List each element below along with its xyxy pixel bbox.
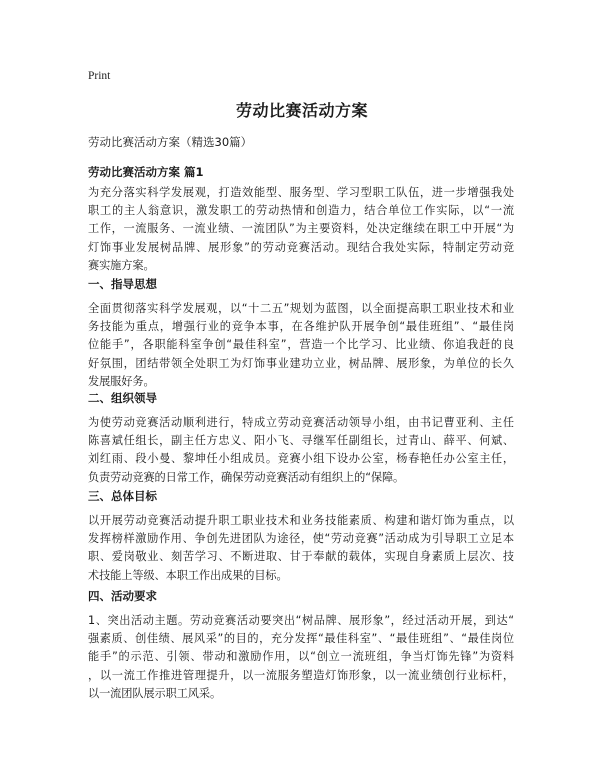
- paragraph-line: 以开展劳动竞赛活动提升职工职业技术和业务技能素质、构建和谐灯饰为重点，以: [88, 514, 514, 527]
- paragraph-line: 职工的主人翁意识，激发职工的劳动热情和创造力，结合单位工作实际，以“一流: [88, 204, 514, 218]
- paragraph-line: 务技能为重点，增强行业的竞争本事，在各维护队开展争创“最佳班组”、“最佳岗: [88, 320, 514, 334]
- paragraph-line: 以一流团队展示职工风采。: [88, 686, 222, 700]
- section-paragraph-overall-goals: [88, 512, 514, 585]
- print-label[interactable]: Print: [88, 70, 111, 82]
- section-heading-guiding-ideology: 一、指导思想: [88, 277, 157, 291]
- section-paragraph-organization: [88, 414, 514, 487]
- paragraph-line: 能手”的示范、引领、带动和激励作用，以“创立一流班组，争当灯饰先锋”为资料: [88, 650, 514, 664]
- paragraph-line: 职、爱岗敬业、刻苦学习、不断进取、甘于奉献的载体，实现自身素质上层次、技: [88, 550, 514, 564]
- paragraph-line: 负责劳动竞赛的日常工作，确保劳动竞赛活动有组织上的“保障。: [88, 470, 405, 484]
- paragraph-line: 刘红雨、段小曼、黎坤任小组成员。竞赛小组下设办公室，杨春艳任办公室主任，: [88, 452, 514, 466]
- paragraph-line: 术技能上等级、本职工作出成果的目标。: [88, 568, 288, 582]
- section-paragraph-guiding-ideology: [88, 300, 514, 391]
- paragraph-line: ，以一流工作推进管理提升，以一流服务塑造灯饰形象，以一流业绩创行业标杆，: [88, 668, 514, 682]
- paragraph-line: 全面贯彻落实科学发展观，以“十二五”规划为蓝图，以全面提高职工职业技术和业: [88, 302, 514, 315]
- paragraph-line: 工作，一流服务、一流业绩、一流团队”为主要资料，处决定继续在职工中开展“为: [88, 222, 514, 236]
- document-subtitle: 劳动比赛活动方案（精选30篇）: [88, 135, 253, 149]
- section-paragraph-activity-requirements: [88, 612, 514, 703]
- paragraph-line: 为充分落实科学发展观，打造效能型、服务型、学习型职工队伍，进一步增强我处: [88, 186, 514, 199]
- intro-paragraph: [88, 184, 514, 275]
- paragraph-line: 灯饰事业发展树品牌、展形象”的劳动竞赛活动。现结合我处实际，特制定劳动竞: [88, 240, 514, 254]
- section-heading-activity-requirements: 四、活动要求: [88, 589, 157, 603]
- paragraph-line: 位能手”，各职能科室争创“最佳科室”，营造一个比学习、比业绩、你追我赶的良: [88, 338, 514, 352]
- paragraph-line: 强素质、创佳绩、展风采”的目的，充分发挥“最佳科室”、“最佳班组”、“最佳岗位: [88, 632, 514, 646]
- section-heading-organization: 二、组织领导: [88, 391, 157, 405]
- paragraph-line: 发挥榜样激励作用、争创先进团队为途径，使“劳动竞赛”活动成为引导职工立足本: [88, 532, 514, 546]
- article-heading: 劳动比赛活动方案 篇1: [88, 165, 204, 179]
- paragraph-line: 赛实施方案。: [88, 258, 155, 272]
- paragraph-line: 为使劳动竞赛活动顺利进行，特成立劳动竞赛活动领导小组，由书记曹亚利、主任: [88, 416, 514, 429]
- paragraph-line: 发展服好务。: [88, 374, 155, 388]
- paragraph-line: 陈喜斌任组长，副主任方忠义、阳小飞、寻继军任副组长，过青山、薛平、何斌、: [88, 434, 514, 448]
- paragraph-line: 1、突出活动主题。劳动竞赛活动要突出“树品牌、展形象”，经过活动开展，到达“: [88, 614, 514, 627]
- page-title: 劳动比赛活动方案: [235, 101, 368, 120]
- section-heading-overall-goals: 三、总体目标: [88, 489, 157, 503]
- paragraph-line: 好氛围，团结带领全处职工为灯饰事业建功立业，树品牌、展形象，为单位的长久: [88, 356, 514, 370]
